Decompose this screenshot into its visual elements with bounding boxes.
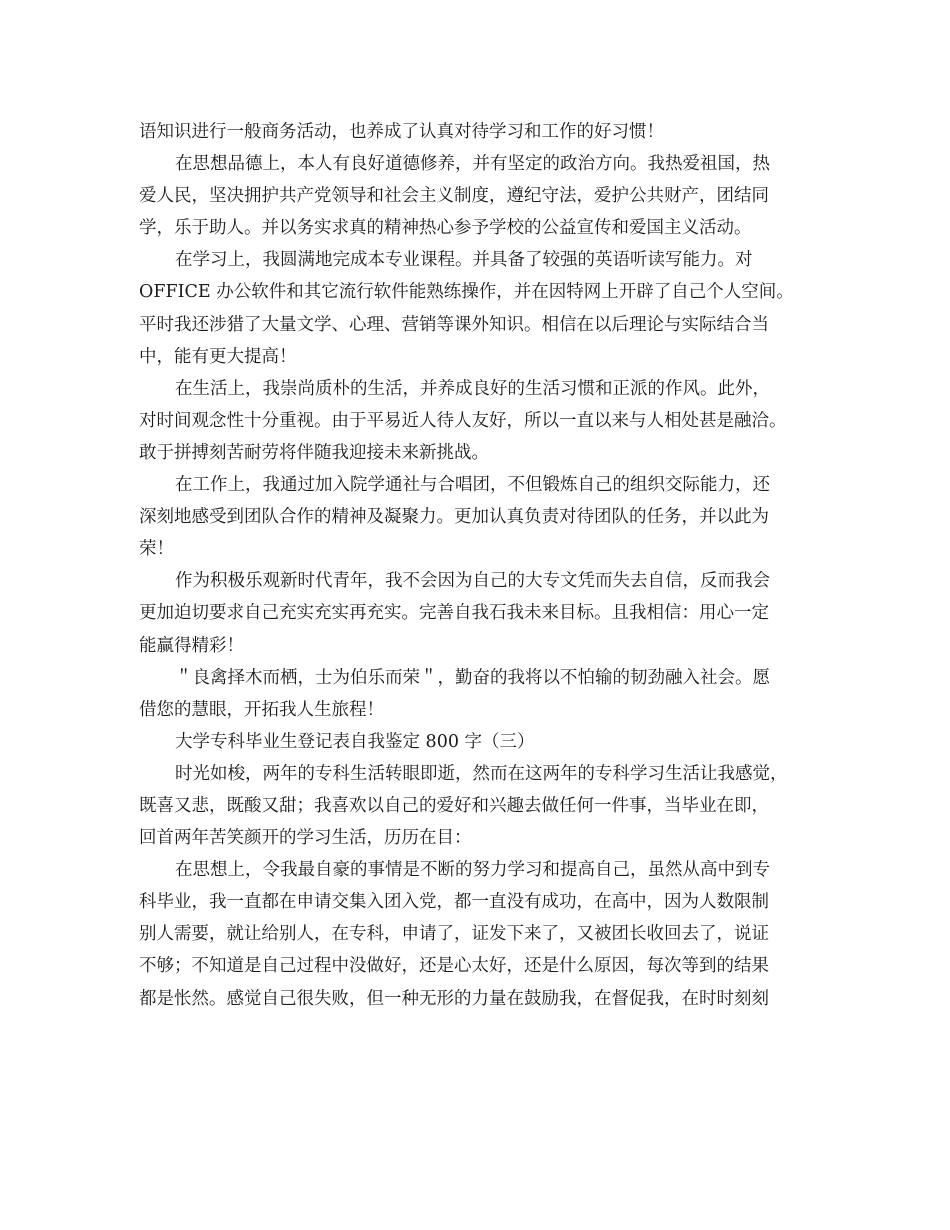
text-line: 在学习上，我圆满地完成本专业课程。并具备了较强的英语听读写能力。对 [175, 250, 753, 271]
text-line: 在生活上，我崇尚质朴的生活，并养成良好的生活习惯和正派的作风。此外， [175, 378, 770, 399]
text-line: 作为积极乐观新时代青年，我不会因为自己的大专文凭而失去自信，反而我会 [175, 571, 770, 592]
text-line: ＂良禽择木而栖，士为伯乐而荣＂，勤奋的我将以不怕输的韧劲融入社会。愿 [175, 667, 770, 688]
text-line: 在工作上，我通过加入院学通社与合唱团，不但锻炼自己的组织交际能力，还 [175, 475, 770, 496]
text-line: 大学专科毕业生登记表自我鉴定 800 字（三） [175, 731, 535, 752]
text-line: 回首两年苦笑颜开的学习生活，历历在目： [139, 828, 472, 849]
text-line: 都是怅然。感觉自己很失败，但一种无形的力量在鼓励我，在督促我，在时时刻刻 [139, 988, 769, 1009]
text-line: 在思想上，令我最自豪的事情是不断的努力学习和提高自己，虽然从高中到专 [175, 860, 770, 881]
text-line: 学，乐于助人。并以务实求真的精神热心参予学校的公益宣传和爱国主义活动。 [139, 218, 752, 239]
text-line: 中，能有更大提高！ [139, 346, 297, 367]
text-line: 更加迫切要求自己充实充实再充实。完善自我石我未来目标。且我相信：用心一定 [139, 603, 769, 624]
text-line: 别人需要，就让给别人，在专科，申请了，证发下来了，又被团长收回去了，说证 [139, 924, 769, 945]
text-line: 语知识进行一般商务活动，也养成了认真对待学习和工作的好习惯！ [139, 122, 664, 142]
text-line: 平时我还涉猎了大量文学、心理、营销等课外知识。相信在以后理论与实际结合当 [139, 314, 769, 335]
text-line: 不够；不知道是自己过程中没做好，还是心太好，还是什么原因，每次等到的结果 [139, 956, 769, 977]
text-line: 深刻地感受到团队合作的精神及凝聚力。更加认真负责对待团队的任务，并以此为 [139, 507, 769, 528]
document-body [139, 116, 829, 1015]
text-line: 科毕业，我一直都在申请交集入团入党，都一直没有成功，在高中，因为人数限制 [139, 892, 769, 913]
text-line: 敢于拼搏刻苦耐劳将伴随我迎接未来新挑战。 [139, 442, 489, 463]
text-line: 在思想品德上，本人有良好道德修养，并有坚定的政治方向。我热爱祖国，热 [175, 154, 770, 175]
text-line: 对时间观念性十分重视。由于平易近人待人友好，所以一直以来与人相处甚是融洽。 [139, 410, 787, 431]
text-line: 荣！ [139, 539, 174, 560]
text-line: 爱人民，坚决拥护共产党领导和社会主义制度，遵纪守法，爱护公共财产，团结同 [139, 186, 769, 207]
text-line: 借您的慧眼，开拓我人生旅程！ [139, 699, 384, 720]
text-line: OFFICE 办公软件和其它流行软件能熟练操作，并在因特网上开辟了自己个人空间。 [139, 282, 794, 303]
text-line: 既喜又悲，既酸又甜；我喜欢以自己的爱好和兴趣去做任何一件事，当毕业在即， [139, 795, 769, 816]
text-line: 能赢得精彩！ [139, 635, 244, 656]
text-line: 时光如梭，两年的专科生活转眼即逝，然而在这两年的专科学习生活让我感觉， [175, 763, 788, 784]
